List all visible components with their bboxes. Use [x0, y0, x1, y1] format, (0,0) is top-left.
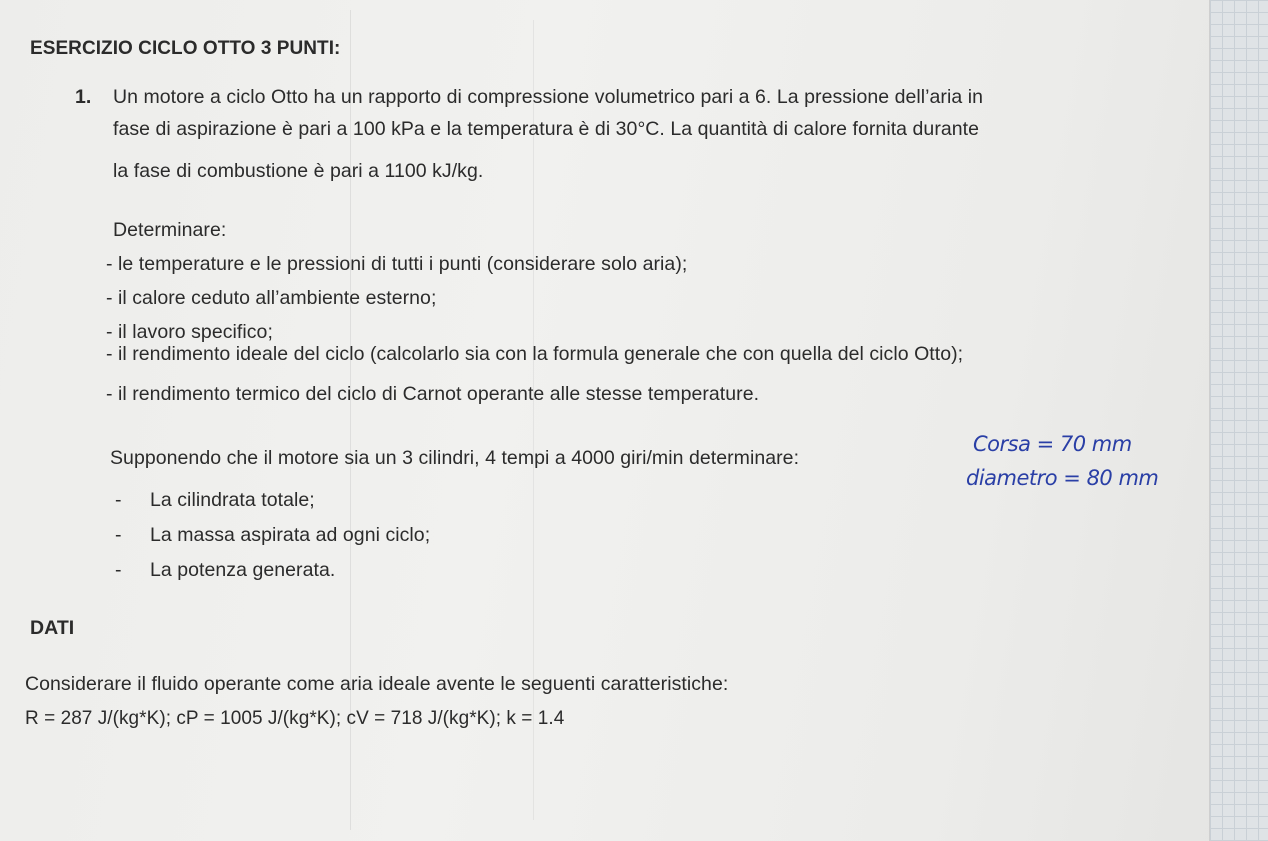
supponendo-bullet: -	[115, 489, 122, 511]
handwritten-diametro: diametro = 80 mm	[966, 466, 1159, 490]
grid-paper-edge	[1209, 0, 1268, 841]
dati-formula: R = 287 J/(kg*K); cP = 1005 J/(kg*K); cV = 718 J/(kg*K); k = 1.4	[25, 708, 565, 729]
determinare-heading: Determinare:	[113, 219, 227, 241]
determinare-item: - il lavoro specifico;	[106, 321, 273, 343]
handwritten-corsa: Corsa = 70 mm	[973, 432, 1132, 456]
problem-line: fase di aspirazione è pari a 100 kPa e la temperatura è di 30°C. La quantità di calore fornita durante	[113, 118, 980, 140]
supponendo-item: La cilindrata totale;	[150, 489, 315, 511]
dati-description: Considerare il fluido operante come aria ideale avente le seguenti caratteristiche:	[25, 673, 729, 695]
determinare-item: - il calore ceduto all’ambiente esterno;	[106, 287, 437, 309]
supponendo-item: La massa aspirata ad ogni ciclo;	[150, 524, 431, 546]
problem-number: 1.	[75, 86, 92, 108]
supponendo-bullet: -	[115, 559, 122, 581]
determinare-item: - le temperature e le pressioni di tutti i punti (considerare solo aria);	[106, 253, 688, 275]
supponendo-bullet: -	[115, 524, 122, 546]
determinare-item: - il rendimento ideale del ciclo (calcolarlo sia con la formula generale che con quella del ciclo Otto);	[106, 343, 964, 365]
exercise-title: ESERCIZIO CICLO OTTO 3 PUNTI:	[30, 38, 341, 59]
determinare-item: - il rendimento termico del ciclo di Carnot operante alle stesse temperature.	[106, 383, 760, 405]
supponendo-heading: Supponendo che il motore sia un 3 cilindri, 4 tempi a 4000 giri/min determinare:	[110, 447, 800, 469]
dati-heading: DATI	[30, 617, 75, 639]
problem-line: Un motore a ciclo Otto ha un rapporto di compressione volumetrico pari a 6. La pressione dell’aria in	[113, 86, 983, 108]
supponendo-item: La potenza generata.	[150, 559, 336, 581]
problem-line: la fase di combustione è pari a 1100 kJ/kg.	[113, 160, 484, 182]
